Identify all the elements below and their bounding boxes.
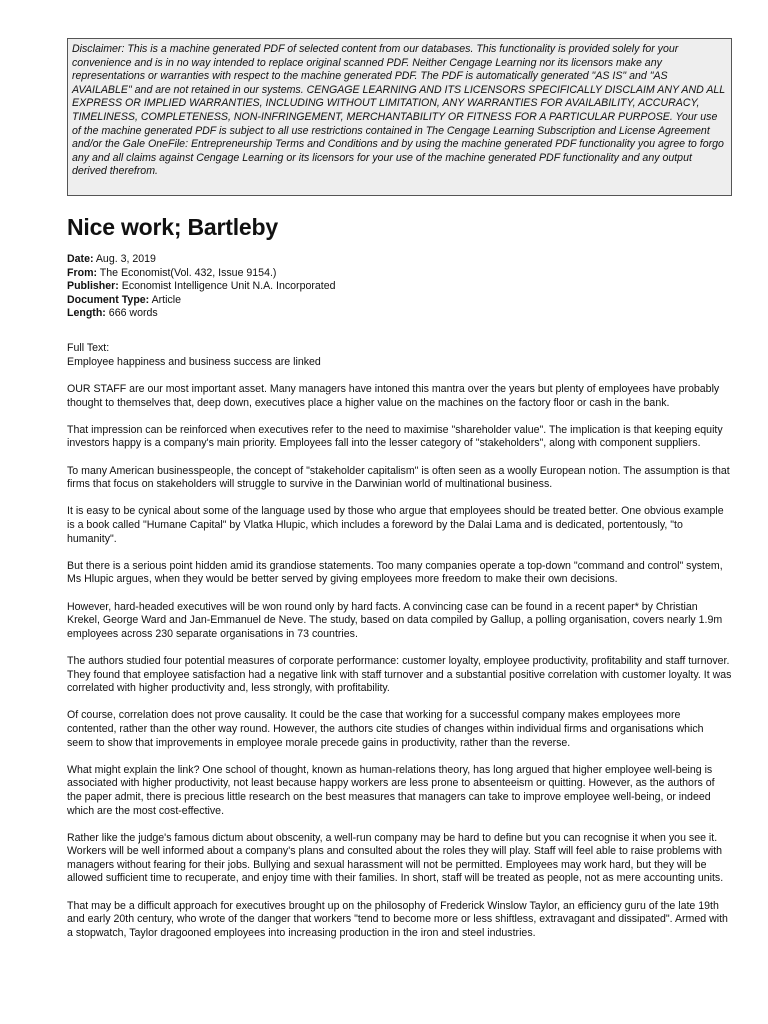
disclaimer-text: Disclaimer: This is a machine generated PDF of selected content from our databases. This functionality is provided solely for your convenience and is in no way intended to replace original scanned PDF. Neither Cengage Learning nor its licensors make any representations or warranties with respect to the machine generated PDF. The PDF is automatically generated "AS IS" and "AS AVAILABLE" and are not retained in our systems. CENGAGE LEARNING AND ITS LICENSORS SPECIFICALLY DISCLAIM ANY AND ALL EXPRESS OR IMPLIED WARRANTIES, INCLUDING WITHOUT LIMITATION, ANY WARRANTIES FOR AVAILABILITY, ACCURACY, TIMELINESS, COMPLETENESS, NON-INFRINGEMENT, MERCHANTABILITY OR FITNESS FOR A PARTICULAR PURPOSE. Your use of the machine generated PDF is subject to all use restrictions contained in The Cengage Learning Subscription and License Agreement and/or the Gale OneFile: Entrepreneurship Terms and Conditions and by using the machine generated PDF functionality you agree to forgo any and all claims against Cengage Learning or its licensors for your use of the machine generated PDF functionality and any output derived therefrom. <box>72 43 725 178</box>
body-paragraph: That impression can be reinforced when executives refer to the need to maximise "shareholder value". The implication is that keeping equity investors happy is a company's main priority. Employees fall into the lesser category of "stakeholders", along with component suppliers. <box>67 423 723 450</box>
meta-date-value: Aug. 3, 2019 <box>95 252 156 265</box>
body-paragraph: Rather like the judge's famous dictum about obscenity, a well-run company may be hard to define but you can recognise it when you see it. Workers will be well informed about a company's plans and consulted about the roles they will play. Staff will feel able to raise problems with managers without fearing for their jobs. Bullying and sexual harassment will not be permitted. Employees may work hard, but they will be allowed sufficient time to recuperate, and enjoy time with their families. In short, staff will be treated as people, not as mere accounting units. <box>67 831 724 885</box>
body-paragraph: It is easy to be cynical about some of the language used by those who argue that employees should be treated better. One obvious example is a book called "Humane Capital" by Vlatka Hlupic, which includes a foreword by the Dalai Lama and is dedicated, portentously, "to humanity". <box>67 505 724 545</box>
meta-date <box>67 253 732 267</box>
meta-publisher <box>67 280 732 294</box>
meta-document-type <box>67 294 732 308</box>
disclaimer-box <box>67 38 732 196</box>
meta-length <box>67 307 732 321</box>
body-paragraph: That may be a difficult approach for executives brought up on the philosophy of Frederick Winslow Taylor, an efficiency guru of the late 19th and early 20th century, who wrote of the danger that workers "tend to become more or less shiftless, extravagant and dissipated". Armed with a stopwatch, Taylor dragooned employees into increasing production in the iron and steel industries. <box>67 899 728 939</box>
meta-publisher-label: Publisher: <box>67 280 119 293</box>
article-title: Nice work; Bartleby <box>67 213 278 240</box>
meta-doctype-value: Article <box>151 293 182 306</box>
article-subtitle: Employee happiness and business success are linked <box>67 355 321 368</box>
body-paragraph: However, hard-headed executives will be won round only by hard facts. A convincing case can be found in a recent paper* by Christian Krekel, George Ward and Jan-Emmanuel de Neve. The study, based on data compiled by Gallup, a polling organisation, covers nearly 1.9m employees across 230 separate organisations in 73 countries. <box>67 600 723 640</box>
meta-doctype-label: Document Type: <box>67 293 150 306</box>
meta-length-label: Length: <box>67 307 106 320</box>
meta-from <box>67 267 732 281</box>
meta-from-label: From: <box>67 266 98 279</box>
full-text-header <box>67 342 732 369</box>
full-text-label: Full Text: <box>67 341 110 354</box>
meta-publisher-value: Economist Intelligence Unit N.A. Incorporated <box>121 280 336 293</box>
article-metadata <box>67 253 732 321</box>
article-body <box>67 383 732 940</box>
body-paragraph: But there is a serious point hidden amid its grandiose statements. Too many companies operate a top-down "command and control" system, Ms Hlupic argues, when they would be better served by giving employees more freedom to make their own decisions. <box>67 559 723 586</box>
body-paragraph: What might explain the link? One school of thought, known as human-relations theory, has long argued that higher employee well-being is associated with higher productivity, not least because happy workers are less prone to absenteeism or quitting. However, as the authors of the paper admit, there is precious little research on the best measures that managers can take to improve employee well-being, or indeed which are the most cost-effective. <box>67 763 715 817</box>
body-paragraph: OUR STAFF are our most important asset. Many managers have intoned this mantra over the years but plenty of employees have probably thought to themselves that, deep down, executives place a higher value on the machines on the factory floor or cash in the bank. <box>67 383 720 409</box>
meta-from-value: The Economist(Vol. 432, Issue 9154.) <box>99 266 277 279</box>
body-paragraph: Of course, correlation does not prove causality. It could be the case that working for a successful company makes employees more contented, rather than the other way round. However, the authors cite studies of changes within individual firms and organisations which seem to show that improvements in employee morale precede gains in productivity, rather than the reverse. <box>67 709 704 749</box>
body-paragraph: The authors studied four potential measures of corporate performance: customer loyalty, employee productivity, profitability and staff turnover. They found that employee satisfaction had a negative link with staff turnover and a substantial positive correlation with customer loyalty. It was correlated with higher productivity and, less strongly, with profitability. <box>67 654 732 695</box>
body-paragraph: To many American businesspeople, the concept of "stakeholder capitalism" is often seen as a woolly European notion. The assumption is that firms that focus on stakeholders will struggle to survive in the Darwinian world of multinational business. <box>67 464 730 491</box>
meta-length-value: 666 words <box>108 307 158 320</box>
meta-date-label: Date: <box>67 252 94 265</box>
